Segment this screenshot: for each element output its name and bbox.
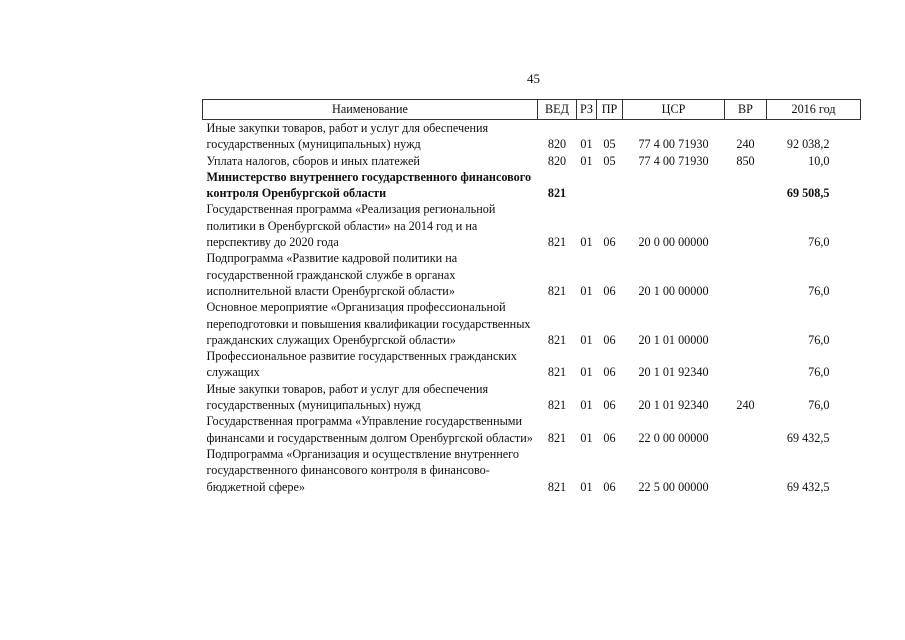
table-row <box>203 153 861 169</box>
table-row <box>203 413 861 446</box>
row-rz: 01 <box>580 235 593 250</box>
row-vr: 240 <box>736 137 755 152</box>
row-amount: 69 432,5 <box>786 479 830 494</box>
row-amount: 76,0 <box>808 332 830 347</box>
row-vr <box>725 413 767 446</box>
row-amount: 69 432,5 <box>786 430 830 445</box>
row-ved: 821 <box>547 186 567 201</box>
row-vr <box>725 299 767 348</box>
row-pr <box>597 169 623 202</box>
row-pr: 05 <box>603 137 616 152</box>
row-ved: 821 <box>547 479 567 494</box>
row-amount: 92 038,2 <box>786 137 830 152</box>
row-name: Основное мероприятие «Организация профессиональной переподготовки и повышения квалификации государственных гражданских служащих Оренбургской области» <box>206 300 531 347</box>
row-rz: 01 <box>580 430 593 445</box>
row-rz: 01 <box>580 283 593 298</box>
row-name: Иные закупки товаров, работ и услуг для обеспечения государственных (муниципальных) нужд <box>206 121 489 152</box>
row-name: Подпрограмма «Организация и осуществление внутреннего государственного финансового контроля в финансово-бюджетной сфере» <box>206 446 519 494</box>
table-row-ministry <box>203 169 861 202</box>
row-name: Уплата налогов, сборов и иных платежей <box>206 153 420 168</box>
row-rz: 01 <box>580 365 593 380</box>
table-row <box>203 250 861 299</box>
row-pr: 06 <box>603 430 616 445</box>
table-row <box>203 299 861 348</box>
header-name: Наименование <box>203 100 538 120</box>
row-csr: 20 1 01 92340 <box>638 365 709 380</box>
row-vr <box>725 201 767 250</box>
row-pr: 06 <box>603 479 616 494</box>
header-amount: 2016 год <box>767 100 861 120</box>
row-ved: 821 <box>547 235 567 250</box>
row-csr: 22 5 00 00000 <box>638 479 709 494</box>
row-ved: 821 <box>547 398 567 413</box>
row-vr <box>725 446 767 495</box>
row-name: Подпрограмма «Развитие кадровой политики на государственной гражданской службе в органах исполнительной власти Оренбургской области» <box>206 251 458 298</box>
row-ved: 820 <box>547 137 567 152</box>
row-csr: 20 1 01 92340 <box>638 398 709 413</box>
row-csr: 22 0 00 00000 <box>638 430 709 445</box>
row-csr: 77 4 00 71930 <box>638 137 709 152</box>
row-vr: 850 <box>736 153 755 168</box>
row-name: Иные закупки товаров, работ и услуг для обеспечения государственных (муниципальных) нужд <box>206 381 489 413</box>
table-row <box>203 120 861 153</box>
row-csr: 20 1 00 00000 <box>638 283 709 298</box>
row-csr: 77 4 00 71930 <box>638 153 709 168</box>
row-amount: 76,0 <box>808 235 830 250</box>
row-amount: 76,0 <box>808 398 830 413</box>
page-number: 45 <box>527 71 540 86</box>
row-amount: 69 508,5 <box>786 186 830 201</box>
row-pr: 06 <box>603 398 616 413</box>
row-csr <box>623 169 725 202</box>
header-pr: ПР <box>597 100 623 120</box>
header-rz: РЗ <box>577 100 597 120</box>
row-amount: 10,0 <box>808 153 830 168</box>
row-amount: 76,0 <box>808 283 830 298</box>
table-row <box>203 446 861 495</box>
row-vr <box>725 250 767 299</box>
row-csr: 20 1 01 00000 <box>638 332 709 347</box>
row-pr: 06 <box>603 235 616 250</box>
row-vr <box>725 169 767 202</box>
row-ved: 821 <box>547 332 567 347</box>
row-rz <box>577 169 597 202</box>
row-rz: 01 <box>580 137 593 152</box>
row-amount: 76,0 <box>808 365 830 380</box>
table-row <box>203 381 861 414</box>
row-rz: 01 <box>580 479 593 494</box>
row-name: Министерство внутреннего государственного финансового контроля Оренбургской области <box>206 169 532 201</box>
row-rz: 01 <box>580 332 593 347</box>
row-pr: 06 <box>603 332 616 347</box>
row-vr: 240 <box>736 398 755 413</box>
row-name: Государственная программа «Управление государственными финансами и государственным долгом Оренбургской области» <box>206 414 533 445</box>
row-ved: 820 <box>547 153 567 168</box>
table-row <box>203 201 861 250</box>
row-pr: 05 <box>603 153 616 168</box>
row-pr: 06 <box>603 365 616 380</box>
budget-table <box>202 99 861 495</box>
row-rz: 01 <box>580 398 593 413</box>
row-ved: 821 <box>547 430 567 445</box>
table-header-row <box>203 100 861 120</box>
header-csr: ЦСР <box>623 100 725 120</box>
header-vr: ВР <box>725 100 767 120</box>
row-pr: 06 <box>603 283 616 298</box>
row-ved: 821 <box>547 283 567 298</box>
row-csr: 20 0 00 00000 <box>638 235 709 250</box>
header-ved: ВЕД <box>538 100 577 120</box>
row-ved: 821 <box>547 365 567 380</box>
table-row <box>203 348 861 381</box>
row-rz: 01 <box>580 153 593 168</box>
row-vr <box>725 348 767 381</box>
row-name: Государственная программа «Реализация региональной политики в Оренбургской области» на 2014 год и на перспективу до 2020 года <box>206 202 496 250</box>
row-name: Профессиональное развитие государственных гражданских служащих <box>206 349 517 380</box>
